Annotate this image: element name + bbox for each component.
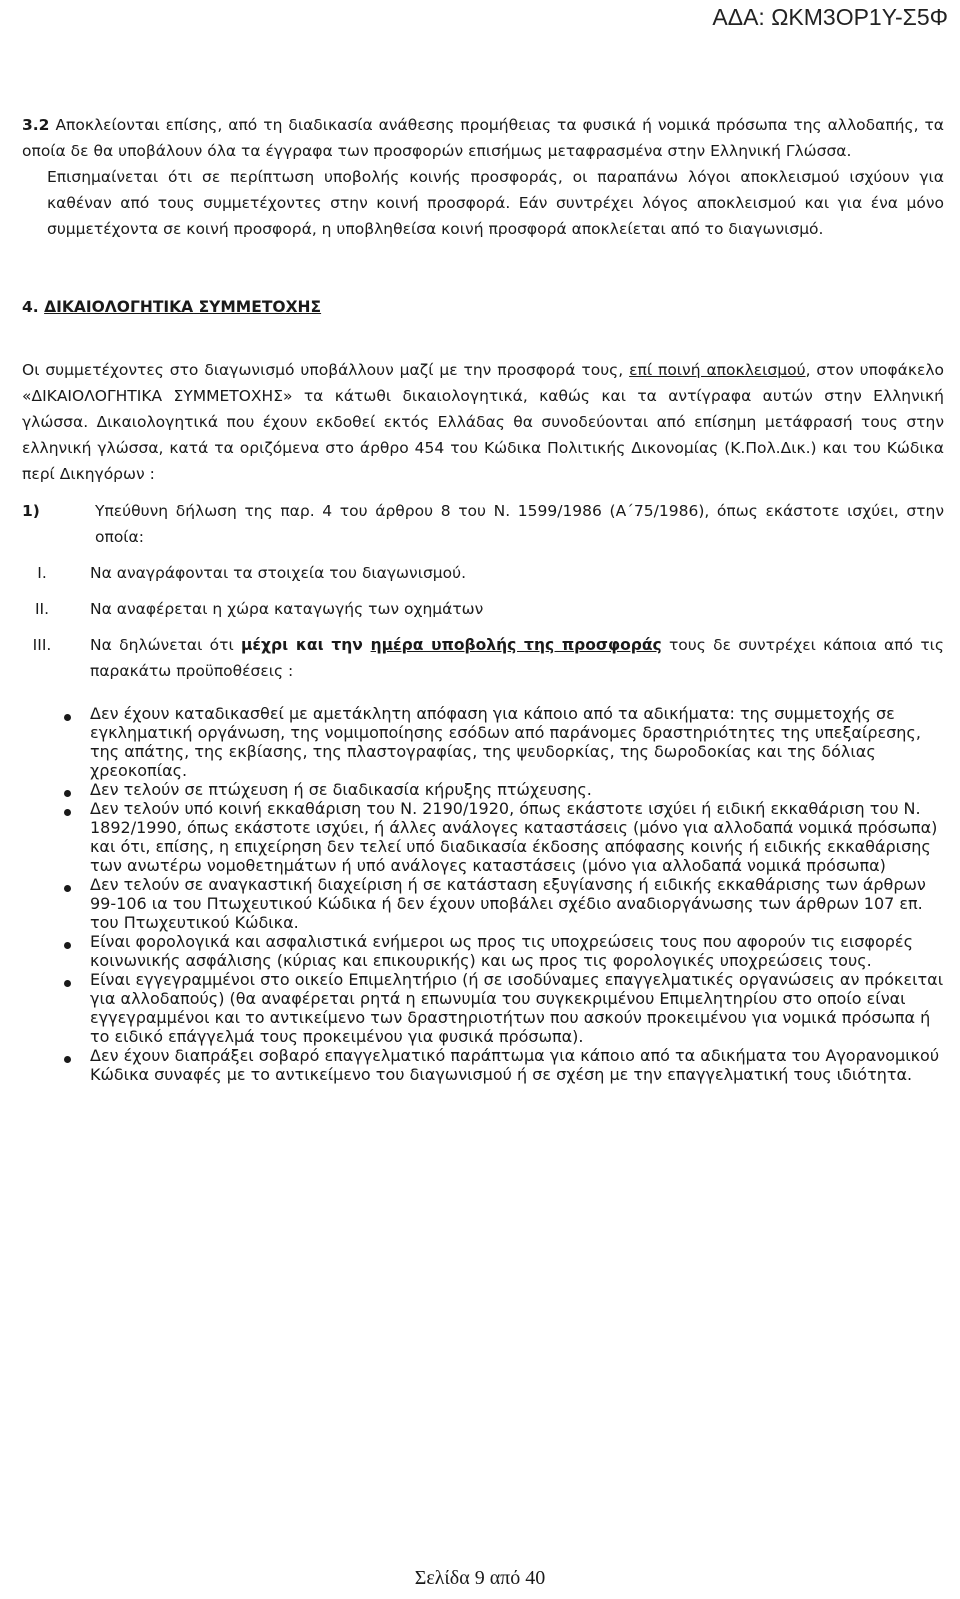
section-4-heading: [22, 294, 944, 320]
roman-3-text-a: Να δηλώνεται ότι: [90, 636, 241, 654]
roman-label: III.: [32, 636, 52, 654]
page-number: Σελίδα 9 από 40: [414, 1567, 546, 1589]
list-item: [22, 932, 944, 970]
roman-3-bold-underlined: ημέρα υποβολής της προσφοράς: [370, 636, 662, 654]
list-item: [22, 799, 944, 875]
bullet-icon: [64, 1056, 71, 1063]
heading-number: 4.: [22, 298, 39, 316]
item-1-label: 1): [22, 502, 40, 520]
list-item: [22, 1046, 944, 1084]
list-item: [22, 780, 944, 799]
item-1-text: Υπεύθυνη δήλωση της παρ. 4 του άρθρου 8 του Ν. 1599/1986 (Α΄75/1986), όπως εκάστοτε ισχύει, στην οποία:: [95, 502, 944, 546]
section-number: 3.2: [22, 116, 50, 134]
bullet-icon: [64, 790, 71, 797]
list-item-text: Είναι εγγεγραμμένοι στο οικείο Επιμελητήριο (ή σε ισοδύναμες επαγγελματικές οργανώσεις αν πρόκειται για αλλοδαπούς) (θα αναφέρεται ρητά η επωνυμία του συγκεκριμένου Επιμελητηρίου στο οποίο είναι εγγεγραμμένοι και το αντικείμενο των δραστηριοτήτων που ασκούν προκειμένου για νομικά πρόσωπα ή το ειδικό επάγγελμά τους προκειμένου για φυσικά πρόσωπα).: [90, 970, 944, 1046]
list-item-text: Δεν τελούν σε πτώχευση ή σε διαδικασία κήρυξης πτώχευσης.: [90, 780, 592, 799]
bullet-icon: [64, 809, 71, 816]
roman-label: I.: [37, 564, 47, 582]
roman-text: Να αναγράφονται τα στοιχεία του διαγωνισμού.: [90, 564, 467, 582]
conditions-list: [22, 704, 944, 1084]
intro-text-b: , στον υποφάκελο «ΔΙΚΑΙΟΛΟΓΗΤΙΚΑ ΣΥΜΜΕΤΟΧΗΣ» τα κάτωθι δικαιολογητικά, καθώς και τα αντίγραφα αυτών στην Ελληνική γλώσσα. Δικαιολογητικά που έχουν εκδοθεί εκτός Ελλάδας θα συνοδεύονται από επίσημη μετάφρασή τους στην ελληνική γλώσσα, κατά τα οριζόμενα στο άρθρο 454 του Κώδικα Πολιτικής Δικονομίας (Κ.Πολ.Δικ.) και του Κώδικα περί Δικηγόρων :: [22, 361, 945, 483]
bullet-icon: [64, 714, 71, 721]
section-4-intro: [22, 357, 944, 487]
list-item-text: Δεν έχουν διαπράξει σοβαρό επαγγελματικό παράπτωμα για κάποιο από τα αδικήματα του Αγορανομικού Κώδικα συναφές με το αντικείμενο του διαγωνισμού ή σε σχέση με την επαγγελματική τους ιδιότητα.: [90, 1046, 940, 1084]
list-item: [22, 704, 944, 780]
ada-code: ΑΔΑ: ΩΚΜ3ΟΡ1Υ-Σ5Φ: [712, 4, 948, 30]
roman-3-text-b: τους δε συντρέχει κάποια από τις παρακάτω προϋποθέσεις :: [90, 636, 944, 680]
joint-offer-paragraph: Επισημαίνεται ότι σε περίπτωση υποβολής κοινής προσφοράς, οι παραπάνω λόγοι αποκλεισμού ισχύουν για καθέναν από τους συμμετέχοντες στην κοινή προσφορά. Εάν συντρέχει λόγος αποκλεισμού και για ένα μόνο συμμετέχοντα σε κοινή προσφορά, η υποβληθείσα κοινή προσφορά αποκλείεται από το διαγωνισμό.: [47, 168, 944, 238]
heading-title: ΔΙΚΑΙΟΛΟΓΗΤΙΚΑ ΣΥΜΜΕΤΟΧΗΣ: [44, 298, 322, 316]
list-item: [22, 970, 944, 1046]
roman-3-bold: μέχρι και την: [241, 636, 371, 654]
bullet-icon: [64, 942, 71, 949]
roman-text: Να αναφέρεται η χώρα καταγωγής των οχημάτων: [90, 600, 484, 618]
document-body: [22, 112, 944, 1084]
bullet-icon: [64, 885, 71, 892]
list-item-text: Δεν τελούν υπό κοινή εκκαθάριση του Ν. 2190/1920, όπως εκάστοτε ισχύει ή ειδική εκκαθάριση του Ν. 1892/1990, όπως εκάστοτε ισχύει, ή άλλες ανάλογες καταστάσεις (μόνο για αλλοδαπά νομικά πρόσωπα) και ότι, επίσης, η επιχείρηση δεν τελεί υπό διαδικασία έκδοσης απόφασης κοινής ή ειδικής εκκαθάρισης των ανωτέρω νομοθετημάτων ή υπό ανάλογες καταστάσεις (μόνο για αλλοδαπά νομικά πρόσωπα): [90, 799, 938, 875]
roman-item-1: [22, 560, 944, 586]
list-item-text: Είναι φορολογικά και ασφαλιστικά ενήμεροι ως προς τις υποχρεώσεις τους που αφορούν τις εισφορές κοινωνικής ασφάλισης (κύριας και επικουρικής) και ως προς τις φορολογικές υποχρεώσεις τους.: [90, 932, 913, 970]
list-item: [22, 875, 944, 932]
list-item-text: Δεν τελούν σε αναγκαστική διαχείριση ή σε κατάσταση εξυγίανσης ή ειδικής εκκαθάρισης των άρθρων 99-106 ια του Πτωχευτικού Κώδικα ή δεν έχουν υποβάλει σχέδιο αναδιοργάνωσης των άρθρων 107 επ. του Πτωχευτικού Κώδικα.: [90, 875, 926, 932]
roman-item-3: [22, 632, 944, 684]
intro-underlined-text: επί ποινή αποκλεισμού: [629, 361, 806, 379]
bullet-icon: [64, 980, 71, 987]
item-1: [22, 498, 944, 550]
roman-item-2: [22, 596, 944, 622]
section-3-2-paragraph: [22, 112, 944, 164]
list-item-text: Δεν έχουν καταδικασθεί με αμετάκλητη απόφαση για κάποιο από τα αδικήματα: της συμμετοχής σε εγκληματική οργάνωση, της νομιμοποίησης εσόδων από παράνομες δραστηριότητες της υπεξαίρεσης, της απάτης, της εκβίασης, της πλαστογραφίας, της ψευδορκίας, της δωροδοκίας και της δόλιας χρεοκοπίας.: [90, 704, 921, 780]
section-3-2-text: Αποκλείονται επίσης, από τη διαδικασία ανάθεσης προμήθειας τα φυσικά ή νομικά πρόσωπα της αλλοδαπής, τα οποία δε θα υποβάλουν όλα τα έγγραφα των προσφορών επισήμως μεταφρασμένα στην Ελληνική Γλώσσα.: [22, 116, 944, 160]
intro-text-a: Οι συμμετέχοντες στο διαγωνισμό υποβάλλουν μαζί με την προσφορά τους,: [22, 361, 630, 379]
roman-label: II.: [34, 600, 50, 618]
